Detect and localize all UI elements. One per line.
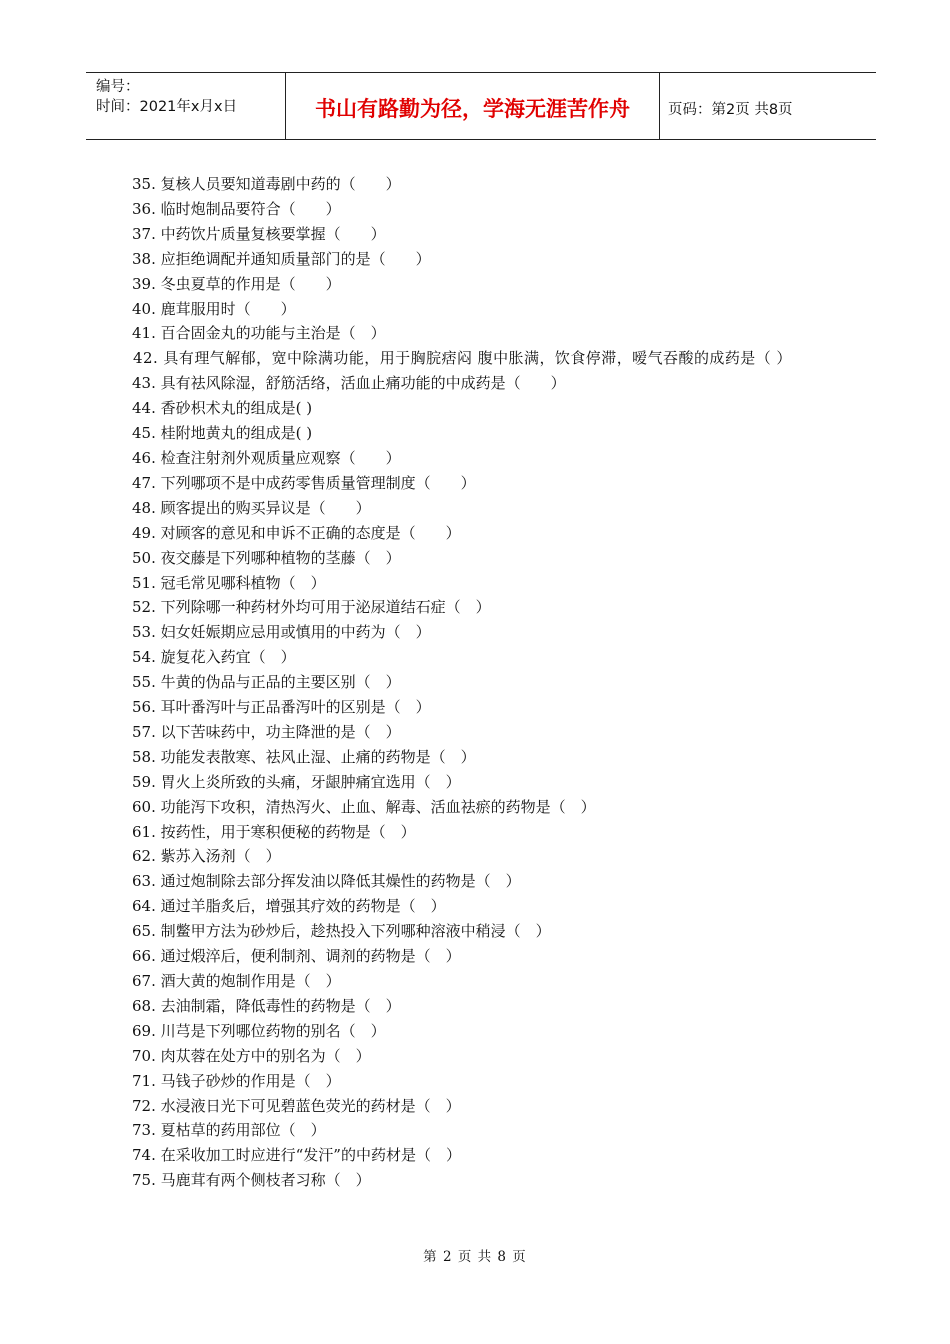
question-item: 42. 具有理气解郁，宽中除满功能，用于胸脘痞闷 腹中胀满，饮食停滞，嗳气吞酸的成药是（ ） xyxy=(133,349,792,368)
question-item: 65. 制鳖甲方法为砂炒后，趁热投入下列哪种溶液中稍浸（ ） xyxy=(132,922,551,941)
question-item: 41. 百合固金丸的功能与主治是（ ） xyxy=(132,324,386,343)
document-code-label: 编号： xyxy=(96,79,140,95)
question-item: 55. 牛黄的伪品与正品的主要区别（ ） xyxy=(132,673,401,692)
question-item: 49. 对顾客的意见和申诉不正确的态度是（ ） xyxy=(132,523,461,542)
question-item: 67. 酒大黄的炮制作用是（ ） xyxy=(132,972,341,990)
question-item: 43. 具有祛风除湿，舒筋活络，活血止痛功能的中成药是（ ） xyxy=(132,374,566,393)
question-item: 71. 马钱子砂炒的作用是（ ） xyxy=(132,1071,341,1090)
question-item: 51. 冠毛常见哪科植物（ ） xyxy=(132,573,326,592)
question-item: 40. 鹿茸服用时（ ） xyxy=(132,299,296,318)
question-item: 38. 应拒绝调配并通知质量部门的是（ ） xyxy=(132,249,431,268)
question-item: 58. 功能发表散寒、祛风止湿、止痛的药物是（ ） xyxy=(132,747,476,766)
question-item: 62. 紫苏入汤剂（ ） xyxy=(132,847,281,866)
question-item: 53. 妇女妊娠期应忌用或慎用的中药为（ ） xyxy=(132,623,431,642)
question-item: 63. 通过炮制除去部分挥发油以降低其燥性的药物是（ ） xyxy=(132,872,521,891)
question-item: 35. 复核人员要知道毒剧中药的（ ） xyxy=(132,175,401,193)
question-item: 57. 以下苦味药中，功主降泄的是（ ） xyxy=(132,722,401,741)
question-item: 59. 胃火上炎所致的头痛，牙龈肿痛宜选用（ ） xyxy=(132,772,461,791)
question-item: 39. 冬虫夏草的作用是（ ） xyxy=(132,274,341,293)
question-item: 60. 功能泻下攻积，清热泻火、止血、解毒、活血祛瘀的药物是（ ） xyxy=(132,797,596,816)
question-item: 64. 通过羊脂炙后，增强其疗效的药物是（ ） xyxy=(132,897,446,916)
question-item: 75. 马鹿茸有两个侧枝者习称（ ） xyxy=(132,1171,371,1190)
question-item: 66. 通过煅淬后，便利制剂、调剂的药物是（ ） xyxy=(132,947,461,966)
page-footer: 第 2 页 共 8 页 xyxy=(423,1249,527,1265)
question-item: 37. 中药饮片质量复核要掌握（ ） xyxy=(132,224,386,243)
header-meta xyxy=(86,73,286,139)
question-item: 68. 去油制霜，降低毒性的药物是（ ） xyxy=(132,996,401,1015)
header-motto: 书山有路勤为径，学海无涯苦作舟 xyxy=(286,73,660,139)
question-item: 73. 夏枯草的药用部位（ ） xyxy=(132,1121,326,1140)
question-item: 70. 肉苁蓉在处方中的别名为（ ） xyxy=(132,1046,371,1065)
question-item: 52. 下列除哪一种药材外均可用于泌尿道结石症（ ） xyxy=(132,598,491,617)
header-page-info: 页码：第2页 共8页 xyxy=(668,101,793,118)
question-item: 48. 顾客提出的购买异议是（ ） xyxy=(132,498,371,517)
question-list xyxy=(118,172,866,1193)
question-item: 46. 检查注射剂外观质量应观察（ ） xyxy=(132,448,401,467)
page-header xyxy=(86,72,876,140)
question-item: 54. 旋复花入药宜（ ） xyxy=(132,648,296,667)
question-item: 74. 在采收加工时应进行“发汗”的中药材是（ ） xyxy=(132,1146,461,1165)
question-item: 69. 川芎是下列哪位药物的别名（ ） xyxy=(132,1021,386,1040)
document-date-label: 时间：2021年x月x日 xyxy=(96,99,238,115)
question-item: 50. 夜交藤是下列哪种植物的茎藤（ ） xyxy=(132,548,401,567)
question-item: 61. 按药性，用于寒积便秘的药物是（ ） xyxy=(132,822,416,841)
question-item: 45. 桂附地黄丸的组成是( ) xyxy=(132,424,313,443)
question-item: 36. 临时炮制品要符合（ ） xyxy=(132,199,341,218)
question-item: 44. 香砂枳术丸的组成是( ) xyxy=(132,399,313,418)
question-item: 47. 下列哪项不是中成药零售质量管理制度（ ） xyxy=(132,473,476,492)
question-item: 72. 水浸液日光下可见碧蓝色荧光的药材是（ ） xyxy=(132,1096,461,1115)
question-item: 56. 耳叶番泻叶与正品番泻叶的区别是（ ） xyxy=(132,698,431,717)
